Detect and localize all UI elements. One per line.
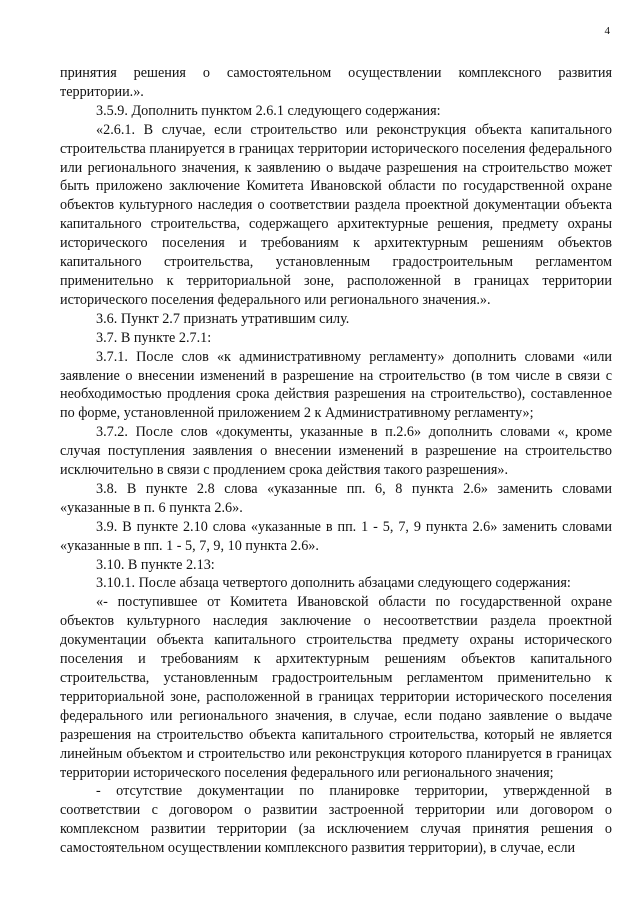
paragraph: «2.6.1. В случае, если строительство или реконструкция объекта капитального строительства планируется в границах территории исторического поселения федерального или регионального значения, к заявлению о выдаче разрешения на строительство может быть приложено заключение Комитета Ивановской области по государственной охране объектов культурного наследия о соответствии раздела проектной документации объекта капитального строительства, содержащего архитектурные решения, предмету охраны исторического поселения и требованиям к архитектурным решениям объектов капитального строительства, установленным градостроительным регламентом применительно к территориальной зоне, расположенной в границах территории исторического поселения федерального или регионального значения.».: [60, 121, 612, 308]
paragraph: 3.10. В пункте 2.13:: [96, 556, 215, 573]
paragraph: 3.7.1. После слов «к административному регламенту» дополнить словами «или заявление о внесении изменений в разрешение на строительство (в том числе в связи с необходимостью продления срока действия разрешения на строительство), составленное по форме, установленной приложением 2 к Административному регламенту»;: [60, 348, 612, 422]
paragraph: 3.10.1. После абзаца четвертого дополнить абзацами следующего содержания:: [96, 575, 571, 592]
paragraph: 3.6. Пункт 2.7 признать утратившим силу.: [96, 310, 350, 327]
paragraph: 3.7.2. После слов «документы, указанные в п.2.6» дополнить словами «, кроме случая поступления заявления о внесении изменений в разрешение на строительство исключительно в связи с продлением срока действия такого разрешения».: [60, 424, 612, 479]
paragraph: - отсутствие документации по планировке территории, утвержденной в соответствии с договором о развитии застроенной территории или договором о комплексном развитии территории (за исключением случая принятия решения о самостоятельном осуществлении комплексного развития территории), в случае, если: [60, 783, 612, 857]
paragraph: «- поступившее от Комитета Ивановской области по государственной охране объектов культурного наследия заключение о несоответствии раздела проектной документации объекта капитального строительства предмету охраны исторического поселения и требованиям к архитектурным решениям объектов капитального строительства, установленным градостроительным регламентом применительно к территориальной зоне, расположенной в границах территории исторического поселения федерального или регионального значения, в случае, если подано заявление о выдаче разрешения на строительство объекта капитального строительства, который не является линейным объектом и строительство или реконструкция которого планируется в границах территории исторического поселения федерального или регионального значения;: [60, 594, 612, 781]
paragraph: 3.9. В пункте 2.10 слова «указанные в пп. 1 - 5, 7, 9 пункта 2.6» заменить словами «указанные в пп. 1 - 5, 7, 9, 10 пункта 2.6».: [60, 518, 612, 554]
paragraph: принятия решения о самостоятельном осуществлении комплексного развития территории.».: [60, 65, 612, 100]
document-body: [60, 64, 612, 858]
paragraph: 3.7. В пункте 2.7.1:: [96, 329, 212, 346]
page-number: 4: [604, 25, 610, 37]
paragraph: 3.8. В пункте 2.8 слова «указанные пп. 6, 8 пункта 2.6» заменить словами «указанные в п. 6 пункта 2.6».: [60, 480, 612, 516]
paragraph: 3.5.9. Дополнить пунктом 2.6.1 следующего содержания:: [96, 102, 441, 119]
